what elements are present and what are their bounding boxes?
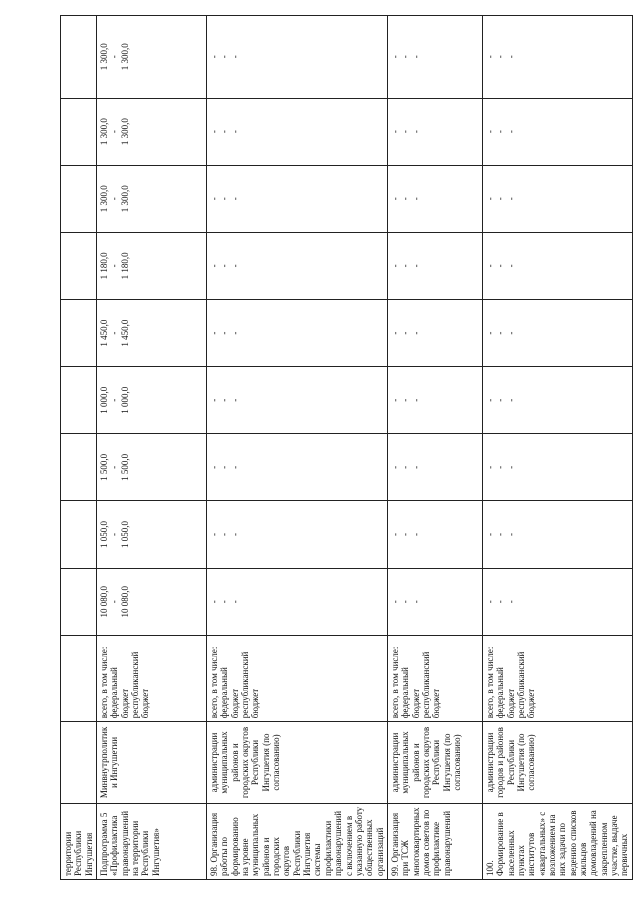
value-cell [387,232,482,299]
value-cell [61,367,97,434]
value-line: - [109,600,120,604]
value-line: - [389,130,400,134]
budget-cell [482,635,632,722]
value-line: - [410,331,421,335]
value-line: - [505,533,516,537]
value-cell [61,16,97,99]
value-line: - [410,130,421,134]
value-line: - [505,130,516,134]
value-line: - [484,398,495,402]
value-line: - [400,130,411,134]
budget-line: федеральный бюджет [219,667,240,719]
value-line: - [484,600,495,604]
value-line: - [109,465,120,469]
value-line: - [484,264,495,268]
value-line: - [495,465,506,469]
value-line: - [389,465,400,469]
value-line: - [505,197,516,201]
value-line: - [495,398,506,402]
value-cell [207,16,388,99]
value-cell [207,232,388,299]
value-cell [387,568,482,635]
value-cell [482,232,632,299]
value-line: - [410,465,421,469]
value-line: - [109,264,120,268]
value-line: - [229,55,240,59]
value-line: - [209,130,220,134]
value-cell [387,367,482,434]
value-line: - [505,264,516,268]
value-line: - [389,264,400,268]
value-cell [387,434,482,501]
executor-cell: администрации городов и районов Республики Ингушетия (по согласованию) [482,722,632,803]
value-line: 1 300,0 [119,118,130,146]
value-line: - [209,264,220,268]
value-line: - [219,398,230,402]
value-line: - [219,331,230,335]
budget-line: федеральный бюджет [400,667,421,719]
value-cell [387,300,482,367]
value-cell [207,165,388,232]
value-cell [482,98,632,165]
value-line: - [109,331,120,335]
value-line: - [109,533,120,537]
value-line: 1 050,0 [119,521,130,549]
value-line: - [229,264,240,268]
value-line: - [495,55,506,59]
value-line: - [209,55,220,59]
value-line: - [209,465,220,469]
value-cell [61,501,97,568]
value-cell [97,16,207,99]
value-line: - [400,600,411,604]
value-line: 1 300,0 [119,43,130,71]
value-line: - [389,55,400,59]
value-line: - [505,600,516,604]
value-cell [482,568,632,635]
value-cell [387,165,482,232]
table-row [207,16,388,880]
executor-cell: администрации муниципальных районов и городских округов Республики Ингушетия (по согласованию) [207,722,388,803]
value-line: 1 300,0 [99,43,110,71]
value-line: 10 080,0 [119,585,130,618]
event-cell: 98. Организация работы по формированию на уровне муниципальных районов и городских округов Республики Ингушетия системы профилактики правонарушений с включением в указанную работу общественных организаций [207,803,388,879]
value-line: - [484,130,495,134]
value-line: - [400,264,411,268]
value-line: - [229,197,240,201]
value-line: - [209,197,220,201]
value-cell [97,501,207,568]
event-cell: 99. Организация при ТСЖ многоквартирных домов советов по профилактике правонарушений [387,803,482,879]
value-line: - [410,264,421,268]
value-line: - [400,398,411,402]
value-cell [61,300,97,367]
value-cell [61,568,97,635]
value-line: - [495,533,506,537]
value-line: - [484,55,495,59]
value-line: - [495,331,506,335]
value-line: - [410,533,421,537]
value-line: - [495,600,506,604]
executor-cell: администрации муниципальных районов и городских округов Республики Ингушетия (по согласованию) [387,722,482,803]
table-row [97,16,207,880]
value-cell [207,300,388,367]
value-line: - [219,465,230,469]
budget-cell [207,635,388,722]
value-cell [387,16,482,99]
value-cell [482,165,632,232]
budget-line: республиканский бюджет [240,651,261,719]
value-cell [482,367,632,434]
value-cell [387,98,482,165]
value-line: - [389,331,400,335]
value-line: - [505,331,516,335]
value-line: 10 080,0 [99,585,110,618]
value-line: - [109,130,120,134]
value-cell [207,568,388,635]
value-line: - [400,533,411,537]
value-cell [97,165,207,232]
value-cell [97,568,207,635]
value-cell [97,300,207,367]
value-line: 1 050,0 [99,521,110,549]
value-line: - [109,398,120,402]
value-line: - [484,533,495,537]
value-line: 1 300,0 [119,185,130,213]
value-line: - [484,331,495,335]
value-line: - [505,55,516,59]
value-line: - [389,197,400,201]
table-row [61,16,97,880]
budget-line: республиканский бюджет [420,651,442,719]
value-line: - [400,197,411,201]
value-cell [207,367,388,434]
value-line: 1 000,0 [99,386,110,414]
budget-line: всего, в том числе: [99,646,110,719]
budget-cell [61,635,97,722]
value-line: - [209,600,220,604]
value-line: - [219,533,230,537]
value-cell [482,300,632,367]
value-cell [61,165,97,232]
value-line: 1 450,0 [99,319,110,347]
table-row [482,16,632,880]
value-line: - [410,197,421,201]
value-line: - [209,331,220,335]
event-cell: 100. Формирование в населенных пунктах институтов «квартальных» с возложением на них задачи по ведению списков жильцов домовладений на закрепленном участке, выдаче первичных [482,803,632,879]
value-line: - [389,533,400,537]
value-line: - [109,197,120,201]
table-body [61,16,633,880]
value-line: - [400,331,411,335]
budget-line: федеральный бюджет [495,667,516,719]
value-line: - [219,264,230,268]
value-line: - [484,465,495,469]
value-cell [207,501,388,568]
value-line: - [484,197,495,201]
budget-cell [387,635,482,722]
value-line: - [229,600,240,604]
value-line: - [400,465,411,469]
value-cell [61,98,97,165]
value-cell [482,16,632,99]
budget-line: республиканский бюджет [130,651,151,719]
value-cell [207,434,388,501]
value-line: - [495,130,506,134]
value-line: - [229,331,240,335]
value-line: - [109,55,120,59]
budget-line: республиканский бюджет [515,651,537,719]
value-cell [97,367,207,434]
value-line: - [505,465,516,469]
value-line: - [389,600,400,604]
value-line: - [229,130,240,134]
value-line: 1 300,0 [99,185,110,213]
value-line: 1 000,0 [119,386,130,414]
value-line: - [219,197,230,201]
budget-line: всего, в том числе: [209,646,220,719]
budget-line: федеральный бюджет [109,667,130,719]
value-line: - [410,600,421,604]
executor-cell: Минвнутрполитики Ингушетии [97,722,207,803]
value-line: 1 300,0 [99,118,110,146]
budget-line: всего, в том числе: [484,646,495,719]
value-line: - [219,130,230,134]
executor-cell [61,722,97,803]
value-line: - [389,398,400,402]
value-line: - [219,55,230,59]
event-cell: Подпрограмма 5 «Профилактика правонарушений на территории Республики Ингушетия» [97,803,207,879]
value-line: 1 180,0 [119,252,130,280]
value-line: - [495,264,506,268]
value-line: - [219,600,230,604]
value-cell [387,501,482,568]
value-line: 1 450,0 [119,319,130,347]
value-line: - [209,398,220,402]
budget-line: всего, в том числе: [389,646,400,719]
value-line: - [410,55,421,59]
value-line: 1 500,0 [119,453,130,481]
rotated-table-container [60,15,630,880]
value-line: 1 180,0 [99,252,110,280]
budget-table [60,15,633,880]
value-cell [482,501,632,568]
value-cell [97,434,207,501]
value-cell [482,434,632,501]
budget-cell [97,635,207,722]
value-line: - [495,197,506,201]
value-line: - [229,398,240,402]
value-line: - [209,533,220,537]
value-line: - [400,55,411,59]
value-line: - [229,465,240,469]
value-line: - [229,533,240,537]
table-row [387,16,482,880]
event-cell: территории Республики Ингушетия [61,803,97,879]
value-cell [97,232,207,299]
value-line: - [505,398,516,402]
value-cell [61,232,97,299]
value-cell [97,98,207,165]
value-line: - [410,398,421,402]
value-cell [61,434,97,501]
value-cell [207,98,388,165]
value-line: 1 500,0 [99,453,110,481]
